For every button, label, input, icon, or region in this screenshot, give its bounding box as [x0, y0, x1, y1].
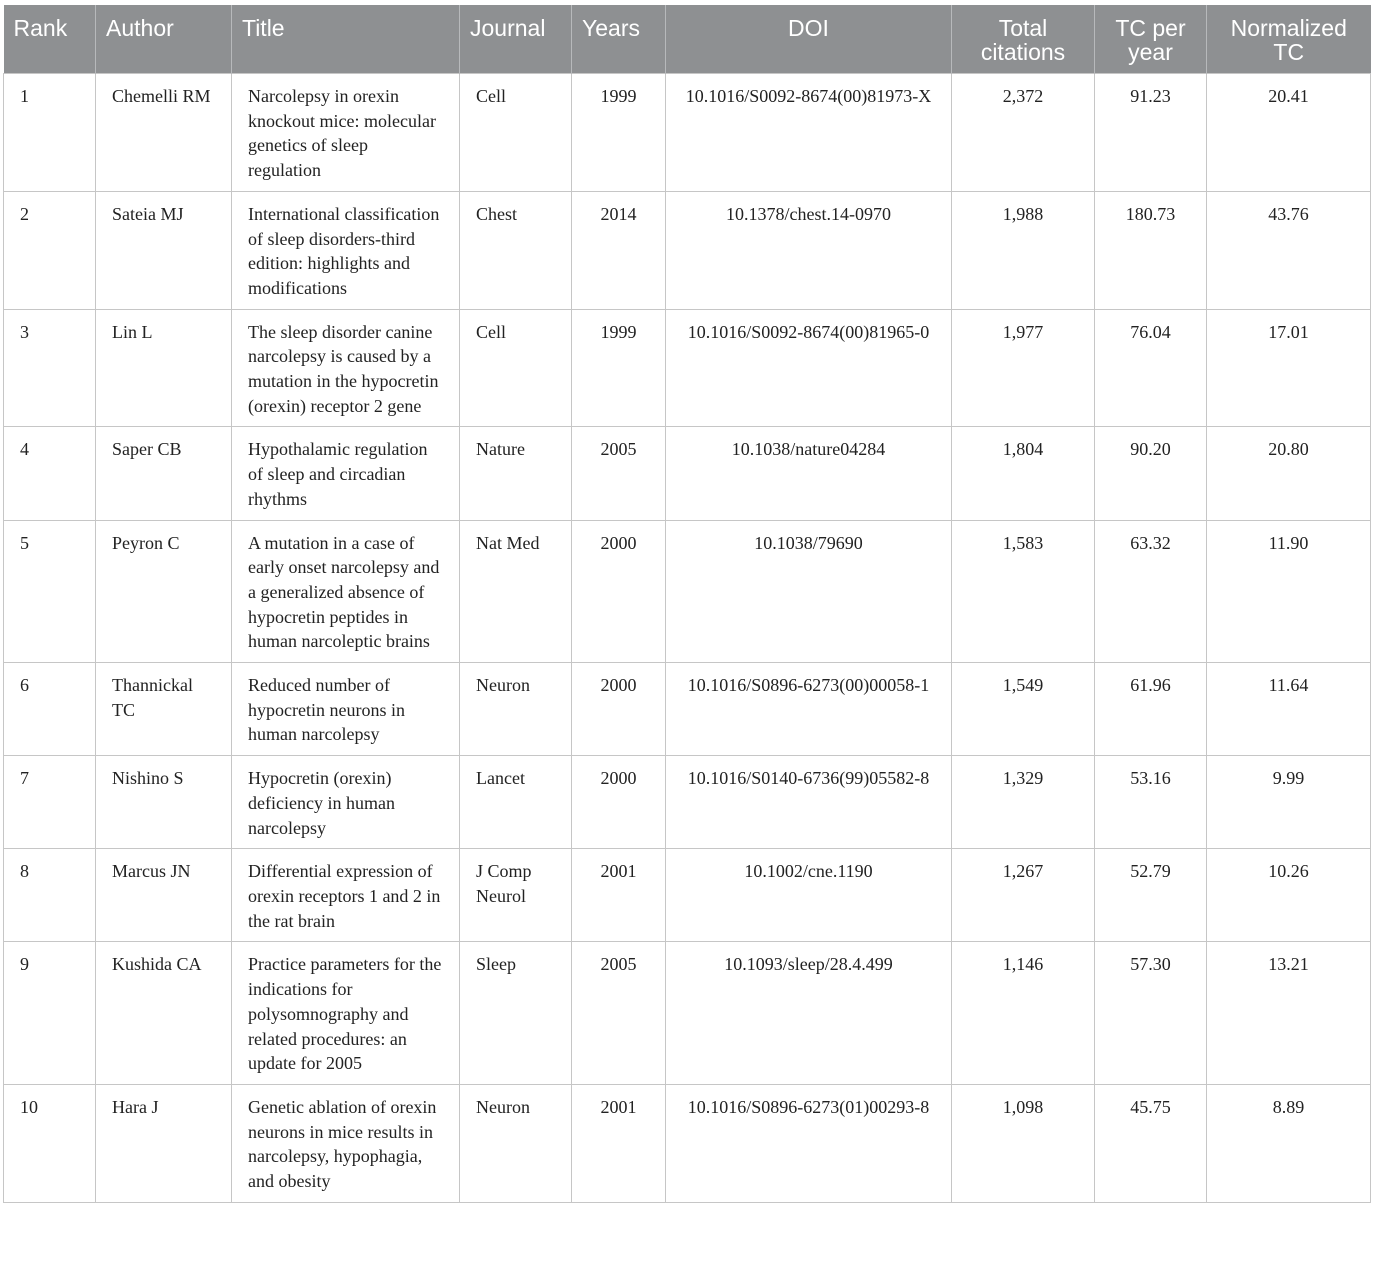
cell-rank: 1 [4, 74, 96, 192]
header-row [4, 5, 1371, 74]
cell-doi: 10.1038/nature04284 [666, 427, 952, 520]
cell-author: Sateia MJ [96, 191, 232, 309]
cell-tc-per-year: 52.79 [1095, 849, 1207, 942]
table-row [4, 309, 1371, 427]
cell-total-citations: 1,977 [952, 309, 1095, 427]
table-row [4, 427, 1371, 520]
cell-tc-per-year: 57.30 [1095, 942, 1207, 1085]
header-tc-per-year: TC per year [1095, 5, 1207, 74]
cell-years: 2014 [572, 191, 666, 309]
cell-doi: 10.1378/chest.14-0970 [666, 191, 952, 309]
cell-journal: Cell [460, 309, 572, 427]
table-row [4, 942, 1371, 1085]
header-total-citations: Total citations [952, 5, 1095, 74]
header-doi: DOI [666, 5, 952, 74]
cell-doi: 10.1016/S0896-6273(00)00058-1 [666, 663, 952, 756]
table-row [4, 191, 1371, 309]
cell-journal: Nature [460, 427, 572, 520]
cell-years: 2001 [572, 1084, 666, 1202]
cell-total-citations: 1,146 [952, 942, 1095, 1085]
cell-total-citations: 1,583 [952, 520, 1095, 663]
cell-rank: 8 [4, 849, 96, 942]
cell-title: International classification of sleep disorders-third edition: highlights and modifications [232, 191, 460, 309]
cell-normalized-tc: 8.89 [1207, 1084, 1371, 1202]
cell-author: Thannickal TC [96, 663, 232, 756]
cell-rank: 6 [4, 663, 96, 756]
header-title: Title [232, 5, 460, 74]
cell-title: Reduced number of hypocretin neurons in human narcolepsy [232, 663, 460, 756]
cell-tc-per-year: 45.75 [1095, 1084, 1207, 1202]
cell-tc-per-year: 63.32 [1095, 520, 1207, 663]
cell-total-citations: 1,804 [952, 427, 1095, 520]
cell-tc-per-year: 180.73 [1095, 191, 1207, 309]
cell-author: Peyron C [96, 520, 232, 663]
cell-years: 2000 [572, 756, 666, 849]
cell-total-citations: 1,988 [952, 191, 1095, 309]
cell-journal: Neuron [460, 663, 572, 756]
header-normalized-tc: Normalized TC [1207, 5, 1371, 74]
cell-normalized-tc: 20.80 [1207, 427, 1371, 520]
cell-years: 2005 [572, 942, 666, 1085]
cell-normalized-tc: 11.64 [1207, 663, 1371, 756]
cell-rank: 10 [4, 1084, 96, 1202]
cell-journal: Sleep [460, 942, 572, 1085]
cell-years: 1999 [572, 74, 666, 192]
cell-journal: Cell [460, 74, 572, 192]
cell-rank: 3 [4, 309, 96, 427]
cell-doi: 10.1016/S0092-8674(00)81973-X [666, 74, 952, 192]
header-author: Author [96, 5, 232, 74]
cell-years: 2005 [572, 427, 666, 520]
cell-normalized-tc: 13.21 [1207, 942, 1371, 1085]
cell-author: Nishino S [96, 756, 232, 849]
cell-doi: 10.1093/sleep/28.4.499 [666, 942, 952, 1085]
cell-years: 1999 [572, 309, 666, 427]
table-row [4, 756, 1371, 849]
cell-title: Hypothalamic regulation of sleep and circadian rhythms [232, 427, 460, 520]
cell-tc-per-year: 61.96 [1095, 663, 1207, 756]
cell-author: Marcus JN [96, 849, 232, 942]
table-body [4, 74, 1371, 1203]
cell-rank: 9 [4, 942, 96, 1085]
cell-title: Practice parameters for the indications for polysomnography and related procedures: an update for 2005 [232, 942, 460, 1085]
cell-title: A mutation in a case of early onset narcolepsy and a generalized absence of hypocretin peptides in human narcoleptic brains [232, 520, 460, 663]
cell-author: Saper CB [96, 427, 232, 520]
cell-title: Hypocretin (orexin) deficiency in human narcolepsy [232, 756, 460, 849]
cell-rank: 5 [4, 520, 96, 663]
cell-journal: Lancet [460, 756, 572, 849]
cell-journal: Nat Med [460, 520, 572, 663]
cell-total-citations: 1,549 [952, 663, 1095, 756]
cell-author: Kushida CA [96, 942, 232, 1085]
cell-total-citations: 1,267 [952, 849, 1095, 942]
cell-title: Differential expression of orexin receptors 1 and 2 in the rat brain [232, 849, 460, 942]
cell-total-citations: 1,329 [952, 756, 1095, 849]
table-container [3, 5, 1370, 1203]
cell-years: 2001 [572, 849, 666, 942]
cell-title: The sleep disorder canine narcolepsy is caused by a mutation in the hypocretin (orexin) receptor 2 gene [232, 309, 460, 427]
cell-rank: 4 [4, 427, 96, 520]
table-row [4, 74, 1371, 192]
citation-table [3, 5, 1371, 1203]
cell-title: Genetic ablation of orexin neurons in mice results in narcolepsy, hypophagia, and obesity [232, 1084, 460, 1202]
table-row [4, 1084, 1371, 1202]
cell-years: 2000 [572, 520, 666, 663]
cell-years: 2000 [572, 663, 666, 756]
cell-rank: 2 [4, 191, 96, 309]
cell-journal: Chest [460, 191, 572, 309]
header-rank: Rank [4, 5, 96, 74]
table-row [4, 849, 1371, 942]
cell-journal: Neuron [460, 1084, 572, 1202]
cell-author: Hara J [96, 1084, 232, 1202]
cell-normalized-tc: 11.90 [1207, 520, 1371, 663]
cell-normalized-tc: 17.01 [1207, 309, 1371, 427]
table-row [4, 520, 1371, 663]
cell-total-citations: 2,372 [952, 74, 1095, 192]
cell-author: Lin L [96, 309, 232, 427]
cell-tc-per-year: 76.04 [1095, 309, 1207, 427]
cell-doi: 10.1016/S0092-8674(00)81965-0 [666, 309, 952, 427]
cell-total-citations: 1,098 [952, 1084, 1095, 1202]
table-row [4, 663, 1371, 756]
cell-author: Chemelli RM [96, 74, 232, 192]
cell-doi: 10.1016/S0140-6736(99)05582-8 [666, 756, 952, 849]
cell-journal: J Comp Neurol [460, 849, 572, 942]
cell-normalized-tc: 20.41 [1207, 74, 1371, 192]
cell-doi: 10.1016/S0896-6273(01)00293-8 [666, 1084, 952, 1202]
cell-title: Narcolepsy in orexin knockout mice: molecular genetics of sleep regulation [232, 74, 460, 192]
cell-normalized-tc: 10.26 [1207, 849, 1371, 942]
cell-doi: 10.1038/79690 [666, 520, 952, 663]
header-years: Years [572, 5, 666, 74]
cell-rank: 7 [4, 756, 96, 849]
cell-tc-per-year: 53.16 [1095, 756, 1207, 849]
header-journal: Journal [460, 5, 572, 74]
cell-tc-per-year: 91.23 [1095, 74, 1207, 192]
cell-tc-per-year: 90.20 [1095, 427, 1207, 520]
cell-doi: 10.1002/cne.1190 [666, 849, 952, 942]
cell-normalized-tc: 9.99 [1207, 756, 1371, 849]
cell-normalized-tc: 43.76 [1207, 191, 1371, 309]
